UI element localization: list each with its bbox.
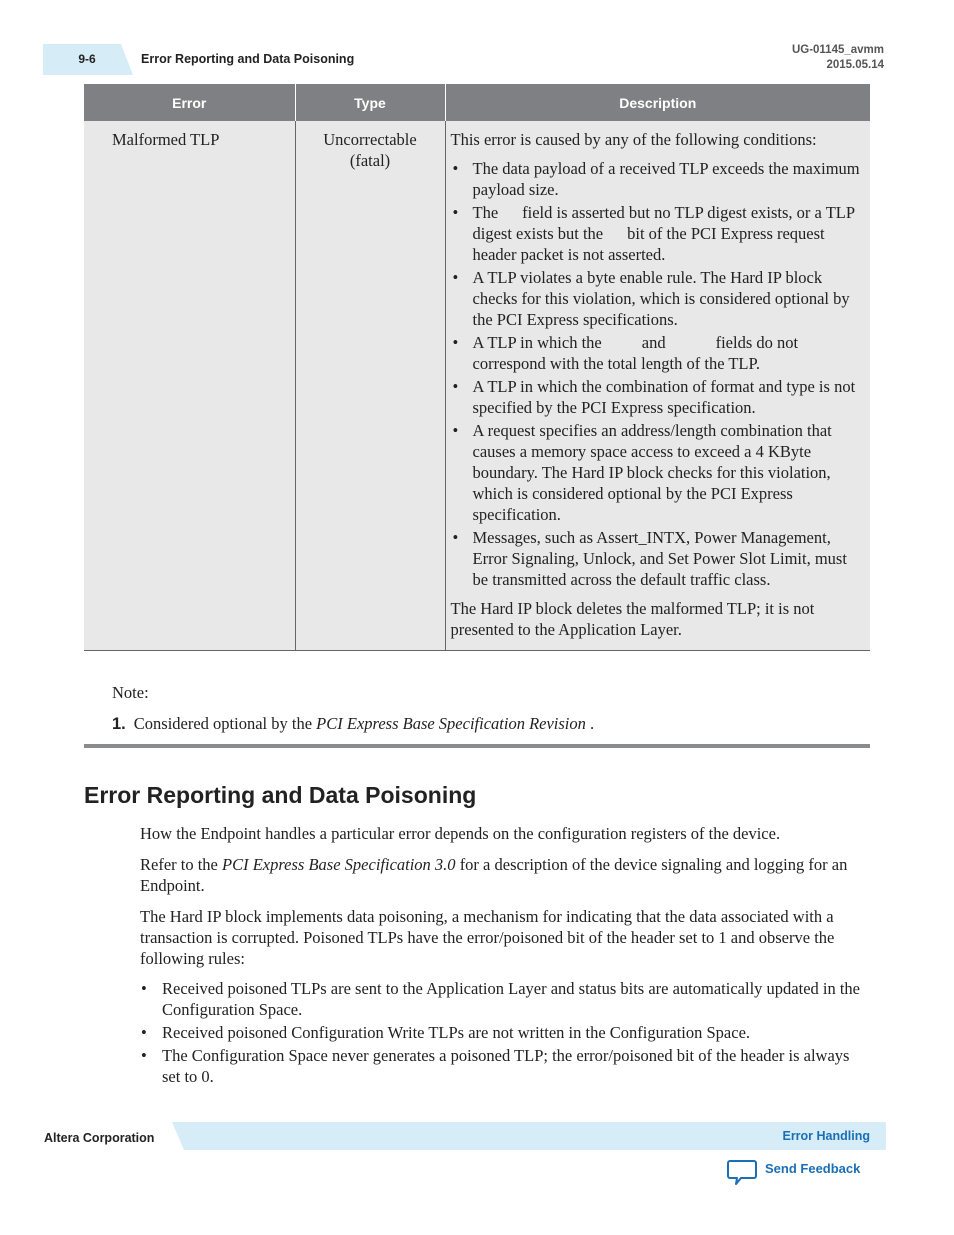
footer-band-shape	[172, 1122, 886, 1150]
cell-type	[295, 121, 445, 651]
condition-list	[451, 158, 861, 590]
condition-item: • Messages, such as Assert_INTX, Power Management, Error Signaling, Unlock, and Set Power Slot Limit, must be transmitted across the default traffic class.	[451, 527, 861, 590]
section-divider	[84, 744, 870, 748]
chapter-name: Error Handling	[782, 1129, 870, 1143]
column-header-type: Type	[295, 84, 445, 121]
note-item	[112, 713, 594, 735]
paragraph: The Hard IP block implements data poisoning, a mechanism for indicating that the data associated with a transaction is corrupted. Poisoned TLPs have the error/poisoned bit of the header set to 1 and observe the following rules:	[140, 907, 835, 968]
description-intro: This error is caused by any of the following conditions:	[450, 130, 817, 149]
spec-reference: PCI Express Base Specification 3.0	[222, 855, 456, 874]
type-line-1: Uncorrectable	[323, 130, 417, 149]
condition-text: A TLP in which the	[472, 333, 602, 352]
condition-item: • A TLP in which the combination of format and type is not specified by the PCI Express specification.	[451, 376, 861, 418]
list-item: • Received poisoned TLPs are sent to the Application Layer and status bits are automatically updated in the Configuration Space.	[140, 978, 870, 1020]
type-line-2: (fatal)	[349, 151, 391, 170]
condition-text: bit of the PCI Express request header packet is not asserted.	[472, 224, 825, 264]
page-number: 9-6	[78, 52, 96, 66]
table-row	[84, 121, 870, 651]
condition-item: • A request specifies an address/length combination that causes a memory space access to exceed a 4 KByte boundary. The Hard IP block checks for this violation, which is considered optional by the PCI Express specification.	[451, 420, 861, 525]
list-item: • The Configuration Space never generates a poisoned TLP; the error/poisoned bit of the header is always set to 0.	[140, 1045, 870, 1087]
cell-error: Malformed TLP	[84, 121, 295, 651]
note-spec-reference: PCI Express Base Specification Revision	[316, 714, 586, 733]
condition-item	[451, 202, 861, 265]
error-table	[84, 84, 870, 651]
list-item: • Received poisoned Configuration Write TLPs are not written in the Configuration Space.	[140, 1022, 870, 1043]
running-header-title: Error Reporting and Data Poisoning	[141, 52, 355, 66]
paragraph	[140, 854, 870, 896]
condition-item: • A TLP violates a byte enable rule. The Hard IP block checks for this violation, which is considered optional by the PCI Express specifications.	[451, 267, 861, 330]
doc-info	[792, 43, 884, 73]
section-heading: Error Reporting and Data Poisoning	[84, 782, 477, 808]
cell-description	[445, 121, 870, 651]
note-label: Note:	[112, 683, 149, 702]
speech-bubble-icon	[726, 1159, 758, 1187]
doc-id: UG-01145_avmm	[791, 44, 884, 56]
condition-item	[451, 332, 861, 374]
condition-item: • The data payload of a received TLP exceeds the maximum payload size.	[451, 158, 861, 200]
note-text: Considered optional by the	[133, 714, 313, 733]
note-number: 1.	[112, 715, 126, 733]
condition-text: The	[472, 203, 499, 222]
description-outro: The Hard IP block deletes the malformed TLP; it is not presented to the Application Layer.	[450, 599, 815, 639]
send-feedback-label[interactable]: Send Feedback	[765, 1161, 861, 1176]
column-header-description: Description	[445, 84, 870, 121]
doc-date: 2015.05.14	[826, 59, 884, 71]
company-name: Altera Corporation	[44, 1131, 155, 1145]
table-header-row	[84, 84, 870, 121]
column-header-error: Error	[84, 84, 295, 121]
paragraph: How the Endpoint handles a particular error depends on the configuration registers of the device.	[140, 824, 781, 843]
rules-list	[140, 978, 870, 1089]
condition-text: and	[641, 333, 666, 352]
condition-text: field is asserted but no TLP digest exists, or a TLP digest exists but the	[472, 203, 855, 243]
note-text-end: .	[590, 714, 595, 733]
footer-band	[172, 1122, 886, 1150]
condition-text: fields do not correspond with the total length of the TLP.	[472, 333, 799, 373]
page-number-tab	[43, 44, 133, 75]
paragraph-text: for a description of the device signaling and logging for an Endpoint.	[140, 855, 848, 895]
paragraph-text: Refer to the	[140, 855, 218, 874]
